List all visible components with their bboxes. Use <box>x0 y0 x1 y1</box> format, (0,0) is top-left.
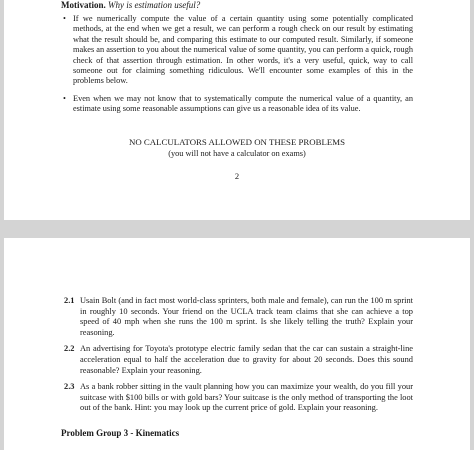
problem-text: An advertising for Toyota's prototype electric family sedan that the car can sustain a straight-line acceleration equal to half the acceleration due to gravity for about 20 seconds. Does this sound reasonable? Explain your reasoning. <box>80 344 413 375</box>
group-heading: Problem Group 3 - Kinematics <box>61 428 180 438</box>
notice-title: NO CALCULATORS ALLOWED ON THESE PROBLEMS <box>129 137 345 147</box>
problem-number: 2.3 <box>64 382 75 392</box>
problem-list <box>61 296 413 420</box>
problem-text: As a bank robber sitting in the vault planning how you can maximize your wealth, do you fill your suitcase with $100 bills or with gold bars? Your suitcase is the only method of transporting the loot out of the bank. Hint: you may look up the current price of gold. Explain your reasoning. <box>80 382 413 413</box>
heading-italic: Why is estimation useful? <box>108 0 201 10</box>
problem-item <box>61 382 413 414</box>
problem-text: Usain Bolt (and in fact most world-class sprinters, both male and female), can run the 100 m sprint in roughly 10 seconds. Your friend on the UCLA track team claims that she can achieve a top speed of 40 mph when she runs the 100 m sprint. Is she likely telling the truth? Explain your reasoning. <box>80 296 413 337</box>
section-heading <box>61 0 200 10</box>
problem-item <box>61 344 413 376</box>
problem-item <box>61 296 413 338</box>
bullet-list <box>61 14 413 122</box>
document-page-2 <box>4 238 470 450</box>
document-page-1 <box>4 0 470 220</box>
bullet-item: • If we numerically compute the value of a certain quantity using some potentially complicated methods, at the end when we get a result, we can perform a rough check on our result by estimating what the result should be, and comparing this estimate to our computed result. Similarly, if someone makes an assertion to you about the numerical value of some quantity, you can perform a quick, rough check of that assertion through estimation. In other words, it's a very useful, quick, way to call someone out for claiming something ridiculous. We'll encounter some examples of this in the problems below. <box>61 14 413 87</box>
page-number: 2 <box>234 171 240 181</box>
heading-bold: Motivation. <box>61 0 106 10</box>
bullet-item: • Even when we may not know that to systematically compute the numerical value of a quantity, an estimate using some reasonable assumptions can give us a reasonable idea of its value. <box>61 94 413 115</box>
problem-number: 2.1 <box>64 296 75 305</box>
notice-subtitle: (you will not have a calculator on exams) <box>168 149 306 158</box>
problem-number: 2.2 <box>64 344 75 354</box>
